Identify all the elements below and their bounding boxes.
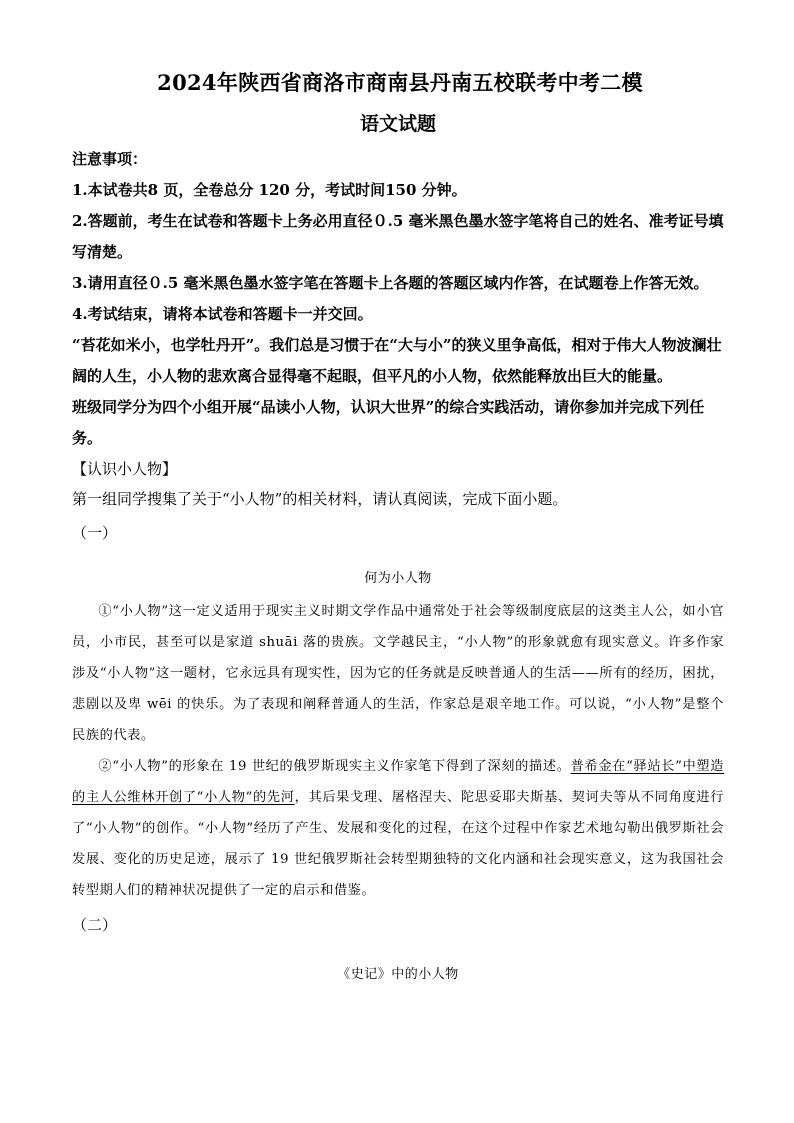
notice-heading: 注意事项：: [72, 150, 148, 168]
material-2-label: （二）: [72, 916, 118, 934]
intro-paragraph-1: “苔花如米小，也学牡丹开”。我们总是习惯于在“大与小”的狭义里争高低，相对于伟大人物波澜壮阔的人生，小人物的悲欢离合显得毫不起眼，但平凡的小人物，依然能释放出巨大的能量。: [72, 336, 722, 385]
material-1-body: [72, 596, 724, 906]
material-1-title: 何为小人物: [364, 571, 432, 586]
material-2-title: 《史记》中的小人物: [337, 967, 459, 982]
paragraph-2-end: ，其后果戈理、屠格涅夫、陀思妥耶夫斯基、契诃夫等从不同角度进行了“小人物”的创作。“小人物”经历了产生、发展和变化的过程，在这个过程中作家艺术地勾勒出俄罗斯社会发展、变化的历史足迹，展示了 19 世纪俄罗斯社会转型期独特的文化内涵和社会现实意义，这为我国社会转型期人们的精神状况提供了一定的启示和借鉴。: [72, 790, 724, 898]
exam-title: 2024年陕西省商洛市商南县丹南五校联考中考二模: [157, 70, 643, 95]
exam-subtitle: 语文试题: [359, 113, 436, 135]
notice-item-3: 3.请用直径０.5 毫米黑色墨水签字笔在答题卡上各题的答题区域内作答，在试题卷上作答无效。: [72, 274, 709, 292]
notice-section: [72, 144, 724, 454]
section-instruction: 第一组同学搜集了关于“小人物”的相关材料，请认真阅读，完成下面小题。: [72, 490, 568, 508]
section-heading: 【认识小人物】: [72, 460, 178, 478]
notice-item-2: 2.答题前，考生在试卷和答题卡上务必用直径０.5 毫米黑色墨水签字笔将自己的姓名、准考证号填写清楚。: [72, 212, 724, 261]
material-1-paragraph-1: ①“小人物”这一定义适用于现实主义时期文学作品中通常处于社会等级制度底层的这类主人公，如小官员，小市民，甚至可以是家道 shuāi 落的贵族。文学越民主，“小人物”的形象就愈有现实意义。许多作家涉及“小人物”这一题材，它永远具有现实性，因为它的任务就是反映普通人的生活——所有的经历，困扰，悲剧以及卑 wēi 的快乐。为了表现和阐释普通人的生活，作家总是艰辛地工作。可以说，“小人物”是整个民族的代表。: [72, 604, 724, 743]
notice-item-4: 4.考试结束，请将本试卷和答题卡一并交回。: [72, 305, 373, 323]
paragraph-2-start: ②“小人物”的形象在 19 世纪的俄罗斯现实主义作家笔下得到了深刻的描述。: [98, 759, 571, 774]
material-1-label: （一）: [72, 524, 118, 542]
material-1-paragraph-2: [72, 751, 724, 906]
intro-paragraph-2: 班级同学分为四个小组开展“品读小人物，认识大世界”的综合实践活动，请你参加并完成下列任务。: [72, 398, 705, 447]
underlined-sentence: 普希金在“驿站长”中塑造的主人公维林开创了“小人物”的先河: [72, 759, 724, 805]
notice-item-1: 1.本试卷共8 页，全卷总分 120 分，考试时间150 分钟。: [72, 181, 467, 199]
